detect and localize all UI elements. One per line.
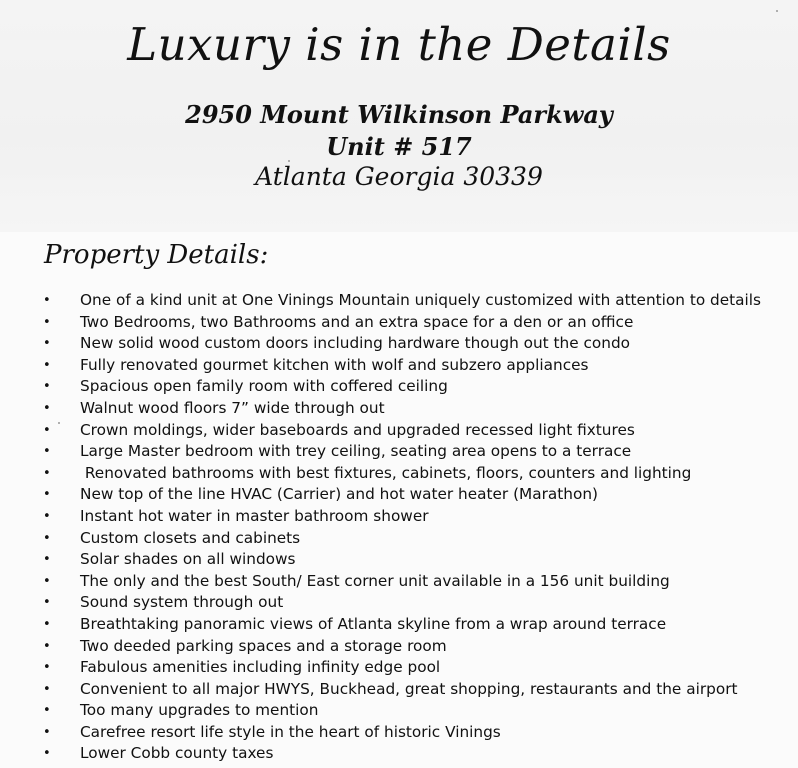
bullet-icon: • xyxy=(43,314,51,330)
list-item xyxy=(40,398,790,420)
list-item-text: The only and the best South/ East corner unit available in a 156 unit building xyxy=(80,571,670,590)
list-item xyxy=(40,636,790,658)
list-item xyxy=(40,657,790,679)
list-item-text: Renovated bathrooms with best fixtures, cabinets, floors, counters and lighting xyxy=(80,463,692,482)
list-item xyxy=(40,743,790,765)
bullet-icon: • xyxy=(43,595,51,611)
property-details-list xyxy=(40,290,790,765)
bullet-icon: • xyxy=(43,465,51,481)
list-item-text: New solid wood custom doors including hardware though out the condo xyxy=(80,334,631,353)
list-item-text: Walnut wood floors 7” wide through out xyxy=(80,398,385,417)
list-item-text: New top of the line HVAC (Carrier) and hot water heater (Marathon) xyxy=(80,485,598,504)
list-item-text: Lower Cobb county taxes xyxy=(80,744,274,763)
bullet-icon: • xyxy=(43,508,51,524)
list-item xyxy=(40,722,790,744)
list-item-text: Two Bedrooms, two Bathrooms and an extra space for a den or an office xyxy=(80,312,634,331)
list-item-text: Fully renovated gourmet kitchen with wolf and subzero appliances xyxy=(80,355,589,374)
list-item-text: Spacious open family room with coffered ceiling xyxy=(80,377,448,396)
list-item-text: Large Master bedroom with trey ceiling, seating area opens to a terrace xyxy=(80,442,632,461)
bullet-icon: • xyxy=(43,444,51,460)
section-heading-property-details: Property Details: xyxy=(44,240,269,270)
list-item-text: Instant hot water in master bathroom shower xyxy=(80,506,429,525)
page-title: Luxury is in the Details xyxy=(127,18,671,71)
bullet-icon: • xyxy=(43,422,51,438)
scan-speck xyxy=(288,160,290,162)
bullet-icon: • xyxy=(43,379,51,395)
list-item-text: Crown moldings, wider baseboards and upgraded recessed light fixtures xyxy=(80,420,635,439)
bullet-icon: • xyxy=(43,746,51,762)
list-item xyxy=(40,463,790,485)
list-item-text: Carefree resort life style in the heart of historic Vinings xyxy=(80,722,501,741)
bullet-icon: • xyxy=(43,573,51,589)
bullet-icon: • xyxy=(43,660,51,676)
bullet-icon: • xyxy=(43,552,51,568)
list-item-text: Too many upgrades to mention xyxy=(80,701,319,720)
address-city: Atlanta Georgia 30339 xyxy=(255,162,543,191)
bullet-icon: • xyxy=(43,293,51,308)
list-item-text: Sound system through out xyxy=(80,593,284,612)
bullet-icon: • xyxy=(43,487,51,503)
list-item xyxy=(40,290,790,312)
scan-speck xyxy=(776,10,778,12)
list-item xyxy=(40,592,790,614)
address-unit: Unit # 517 xyxy=(326,132,472,161)
bullet-icon: • xyxy=(43,357,51,373)
bullet-icon: • xyxy=(43,530,51,546)
list-item xyxy=(40,506,790,528)
list-item-text: Solar shades on all windows xyxy=(80,550,296,569)
list-item xyxy=(40,441,790,463)
list-item-text: Fabulous amenities including infinity edge pool xyxy=(80,658,441,677)
list-item-text: Custom closets and cabinets xyxy=(80,528,301,547)
list-item xyxy=(40,355,790,377)
bullet-icon: • xyxy=(43,703,51,719)
list-item-text: Convenient to all major HWYS, Buckhead, great shopping, restaurants and the airport xyxy=(80,679,738,698)
bullet-icon: • xyxy=(43,616,51,632)
list-item xyxy=(40,700,790,722)
list-item xyxy=(40,420,790,442)
bullet-icon: • xyxy=(43,336,51,352)
list-item-text: One of a kind unit at One Vinings Mountain uniquely customized with attention to details xyxy=(80,291,762,309)
list-item xyxy=(40,528,790,550)
list-item-text: Breathtaking panoramic views of Atlanta skyline from a wrap around terrace xyxy=(80,614,667,633)
list-item xyxy=(40,571,790,593)
list-item xyxy=(40,549,790,571)
bullet-icon: • xyxy=(43,400,51,416)
list-item xyxy=(40,333,790,355)
list-item xyxy=(40,312,790,334)
list-item xyxy=(40,376,790,398)
bullet-icon: • xyxy=(43,638,51,654)
address-street: 2950 Mount Wilkinson Parkway xyxy=(185,100,613,129)
list-item xyxy=(40,614,790,636)
list-item xyxy=(40,484,790,506)
bullet-icon: • xyxy=(43,724,51,740)
list-item xyxy=(40,679,790,701)
bullet-icon: • xyxy=(43,681,51,697)
list-item-text: Two deeded parking spaces and a storage room xyxy=(80,636,447,655)
